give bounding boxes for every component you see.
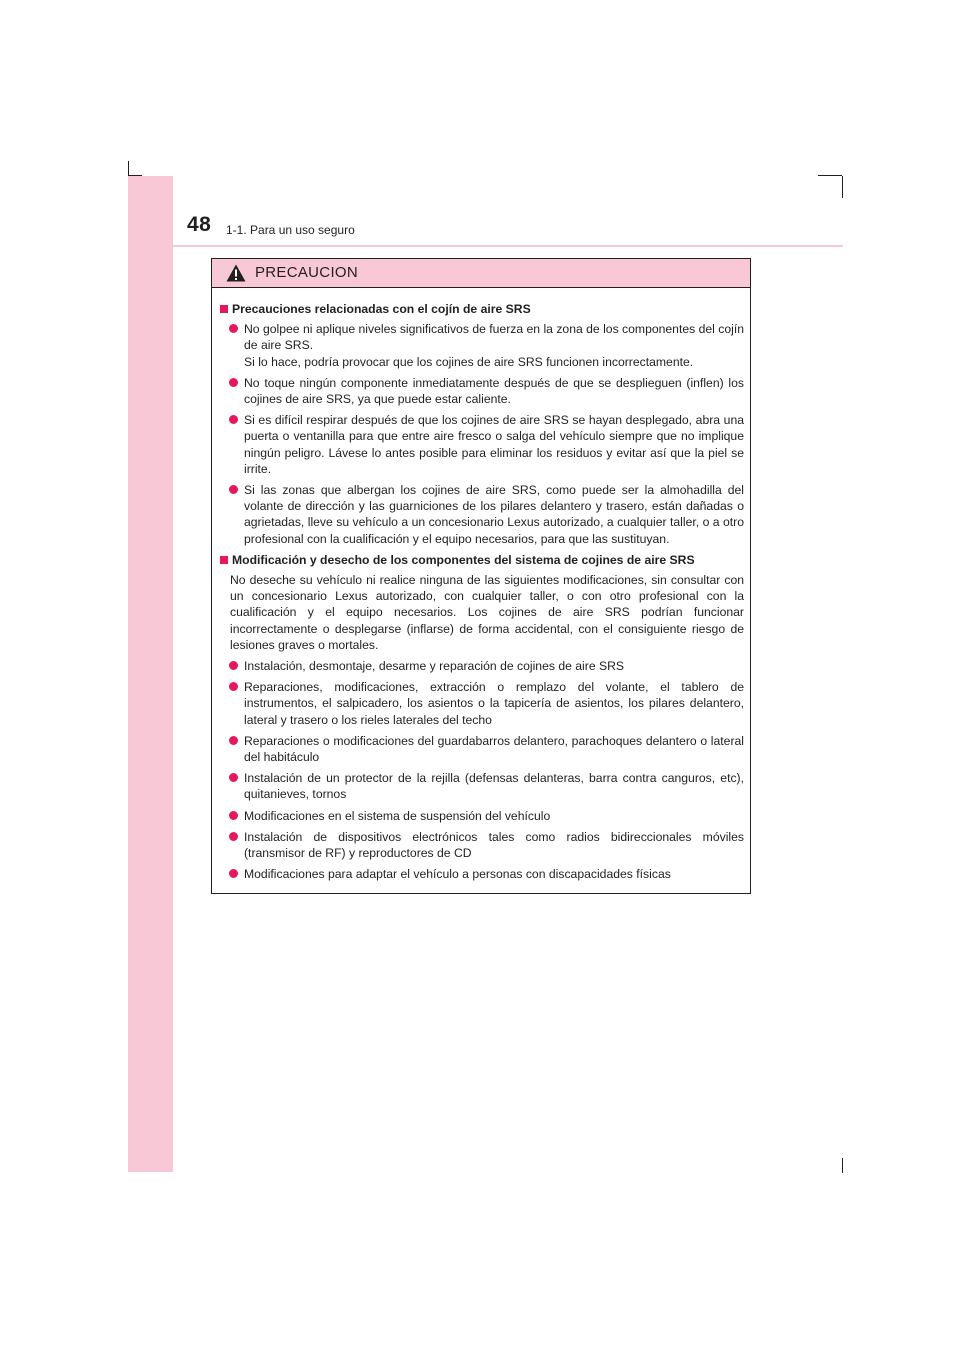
list-item xyxy=(228,412,744,477)
round-bullet-icon xyxy=(229,415,238,424)
crop-mark xyxy=(818,175,842,176)
round-bullet-icon xyxy=(229,324,238,333)
list-item-line: Modificaciones en el sistema de suspensión del vehículo xyxy=(244,808,551,823)
list-item xyxy=(228,733,744,765)
list-item-line: Instalación de dispositivos electrónicos tales como radios bidireccionales móviles (transmisor de RF) y reproductores de CD xyxy=(244,829,744,861)
square-bullet-icon xyxy=(220,556,228,564)
crop-mark xyxy=(128,161,129,176)
list-item-line: Si lo hace, podría provocar que los cojines de aire SRS funcionen incorrectamente. xyxy=(244,354,694,369)
section-heading-text: Modificación y desecho de los componentes del sistema de cojines de aire SRS xyxy=(232,552,695,567)
section-intro: No deseche su vehículo ni realice ninguna de las siguientes modificaciones, sin consultar con un concesionario Lexus autorizado, con cualquier taller, o con otro profesional con la cualificación y el equipo necesarios. Los cojines de aire SRS podrían funcionar incorrectamente o desplegarse (inflarse) de forma accidental, con el consiguiente riesgo de lesiones graves o mortales. xyxy=(230,573,744,652)
page-number: 48 xyxy=(187,213,212,236)
caution-header xyxy=(212,259,750,288)
section-heading xyxy=(218,552,744,568)
round-bullet-icon xyxy=(229,811,238,820)
list-item xyxy=(228,829,744,861)
list-item-text xyxy=(244,375,744,407)
list-item-text xyxy=(244,482,744,547)
round-bullet-icon xyxy=(229,661,238,670)
list-item xyxy=(228,375,744,407)
header-rule xyxy=(173,245,843,247)
list-item-text xyxy=(244,733,744,765)
list-item-text xyxy=(244,829,744,861)
square-bullet-icon xyxy=(220,305,228,313)
round-bullet-icon xyxy=(229,832,238,841)
round-bullet-icon xyxy=(229,682,238,691)
list-item-line: No toque ningún componente inmediatamente después de que se desplieguen (inflen) los cojines de aire SRS, ya que puede estar caliente. xyxy=(244,375,744,407)
list-item-text xyxy=(244,770,744,802)
round-bullet-icon xyxy=(229,736,238,745)
round-bullet-icon xyxy=(229,485,238,494)
round-bullet-icon xyxy=(229,773,238,782)
crop-mark xyxy=(842,1158,843,1173)
list-item-line: Modificaciones para adaptar el vehículo a personas con discapacidades físicas xyxy=(244,867,671,882)
list-item xyxy=(228,321,744,370)
list-item xyxy=(228,482,744,547)
caution-title: PRECAUCION xyxy=(255,264,359,281)
list-item-text xyxy=(244,866,671,882)
caution-body xyxy=(212,288,750,883)
caution-box xyxy=(211,258,751,894)
round-bullet-icon xyxy=(229,869,238,878)
list-item xyxy=(228,770,744,802)
list-item xyxy=(228,679,744,728)
warning-icon xyxy=(226,264,246,282)
list-item-line: Reparaciones o modificaciones del guardabarros delantero, parachoques delantero o lateral del habitáculo xyxy=(244,733,744,765)
list-item-line: No golpee ni aplique niveles significativos de fuerza en la zona de los componentes del cojín de aire SRS. xyxy=(244,322,745,353)
list-item-line: Instalación, desmontaje, desarme y reparación de cojines de aire SRS xyxy=(244,659,625,674)
section-heading xyxy=(218,301,744,317)
list-item-text xyxy=(244,808,550,824)
list-item-line: Instalación de un protector de la rejilla (defensas delanteras, barra contra canguros, etc), quitanieves, tornos xyxy=(244,771,744,802)
round-bullet-icon xyxy=(229,378,238,387)
list-item xyxy=(228,866,744,882)
list-item-text xyxy=(244,658,624,674)
list-item-text xyxy=(244,321,744,370)
crop-mark xyxy=(842,176,843,198)
list-item-text xyxy=(244,412,744,477)
section-title: 1-1. Para un uso seguro xyxy=(226,223,355,237)
list-item xyxy=(228,658,744,674)
list-item-text xyxy=(244,679,744,728)
list-item-line: Si es difícil respirar después de que los cojines de aire SRS se hayan desplegado, abra una puerta o ventanilla para que entre aire fresco o salga del vehículo siempre que no implique ningún peligro. Lávese lo antes posible para eliminar los residuos y evitar así que la piel se irrite. xyxy=(244,413,744,476)
crop-mark xyxy=(128,175,142,176)
list-item-line: Reparaciones, modificaciones, extracción o remplazo del volante, el tablero de instrumentos, el salpicadero, los asientos o la tapicería de asientos, los pilares delantero, lateral y trasero o los rieles laterales del techo xyxy=(244,680,744,727)
side-color-band xyxy=(128,176,173,1172)
list-item xyxy=(228,808,744,824)
list-item-line: Si las zonas que albergan los cojines de aire SRS, como puede ser la almohadilla del volante de dirección y las guarniciones de los pilares delantero y trasero, están dañadas o agrietadas, lleve su vehículo a un concesionario Lexus autorizado, a cualquier taller, o a otro profesional con la cualificación y el equipo necesarios, para que las sustituyan. xyxy=(244,483,744,546)
section-heading-text: Precauciones relacionadas con el cojín de aire SRS xyxy=(232,302,531,316)
